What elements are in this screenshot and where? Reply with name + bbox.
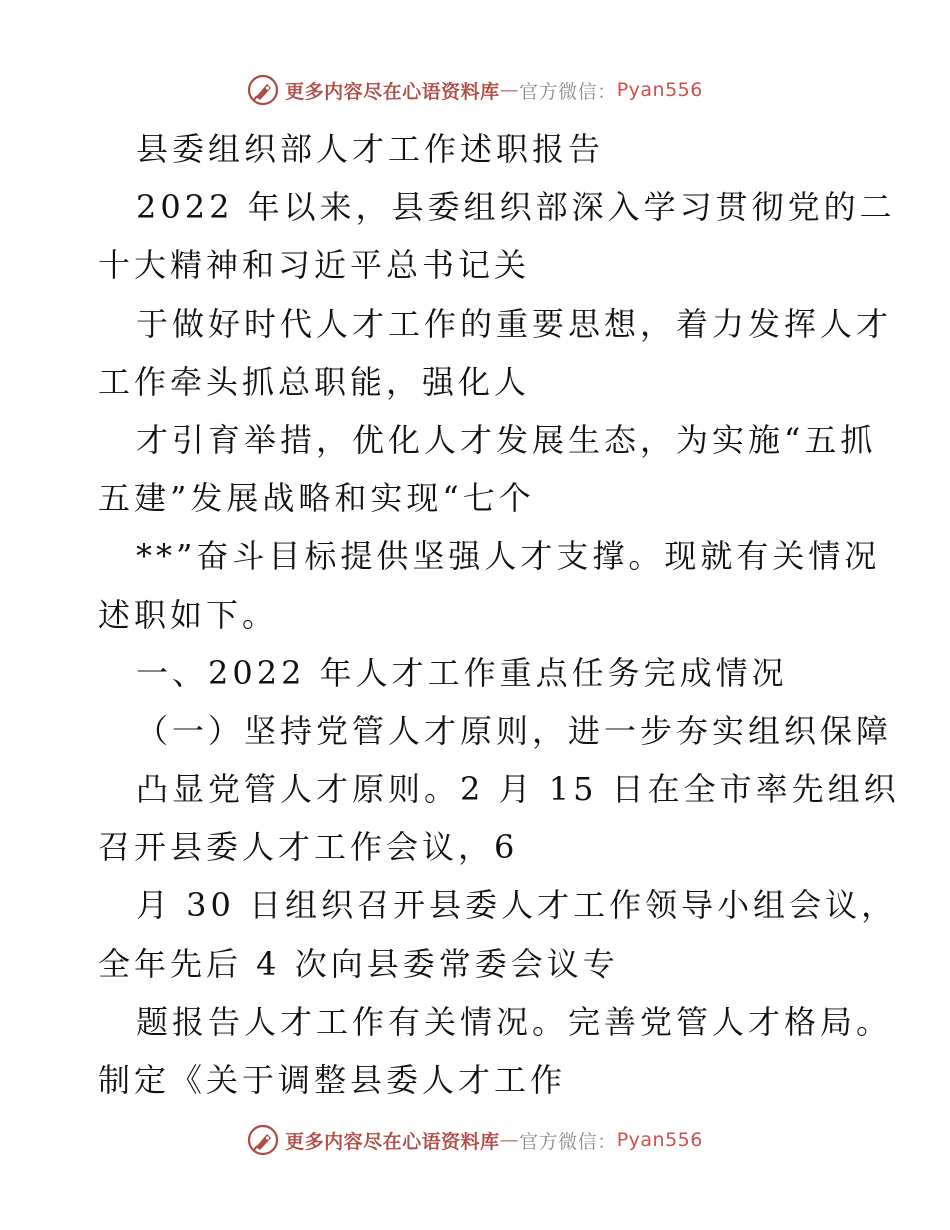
header-brand-text: 更多内容尽在心语资料库	[285, 80, 500, 103]
footer-official-label: 官方微信：	[519, 1130, 617, 1153]
paragraph-line: **”奋斗目标提供坚强人才支撑。现就有关情况	[136, 537, 881, 576]
footer-dash: —	[499, 1129, 520, 1151]
footer-wechat-id: Pyan556	[616, 1129, 703, 1151]
paragraph-line: 召开县委人才工作会议，6	[98, 828, 519, 867]
pen-nib-logo-icon	[247, 74, 279, 106]
paragraph-line: 凸显党管人才原则。2 月 15 日在全市率先组织	[136, 770, 900, 809]
paragraph-line: 述职如下。	[98, 595, 279, 634]
header-official-label: 官方微信：	[519, 80, 617, 103]
paragraph-line: 题报告人才工作有关情况。完善党管人才格局。	[136, 1002, 893, 1041]
footer-watermark	[0, 1120, 950, 1160]
document-title: 县委组织部人才工作述职报告	[136, 130, 605, 168]
header-dash: —	[499, 79, 520, 101]
paragraph-line: 2022 年以来，县委组织部深入学习贯彻党的二	[136, 188, 896, 227]
header-watermark	[0, 70, 950, 110]
paragraph-line: 于做好时代人才工作的重要思想，着力发挥人才	[136, 304, 893, 343]
footer-brand-text: 更多内容尽在心语资料库	[285, 1130, 500, 1153]
paragraph-line: 才引育举措，优化人才发展生态，为实施“五抓	[136, 420, 877, 459]
paragraph-line: 全年先后 4 次向县委常委会议专	[98, 944, 619, 983]
paragraph-line: 工作牵头抓总职能，强化人	[98, 362, 531, 401]
paragraph-line: 十大精神和习近平总书记关	[98, 246, 531, 285]
document-body	[98, 120, 900, 1109]
header-wechat-id: Pyan556	[616, 79, 703, 101]
pen-nib-logo-icon	[247, 1124, 279, 1156]
paragraph-line: 制定《关于调整县委人才工作	[98, 1061, 567, 1099]
section-heading: 一、2022 年人才工作重点任务完成情况	[136, 653, 788, 692]
paragraph-line: 五建”发展战略和实现“七个	[98, 479, 535, 518]
subsection-heading: （一）坚持党管人才原则，进一步夯实组织保障	[136, 711, 893, 750]
paragraph-line: 月 30 日组织召开县委人才工作领导小组会议，	[136, 886, 898, 925]
